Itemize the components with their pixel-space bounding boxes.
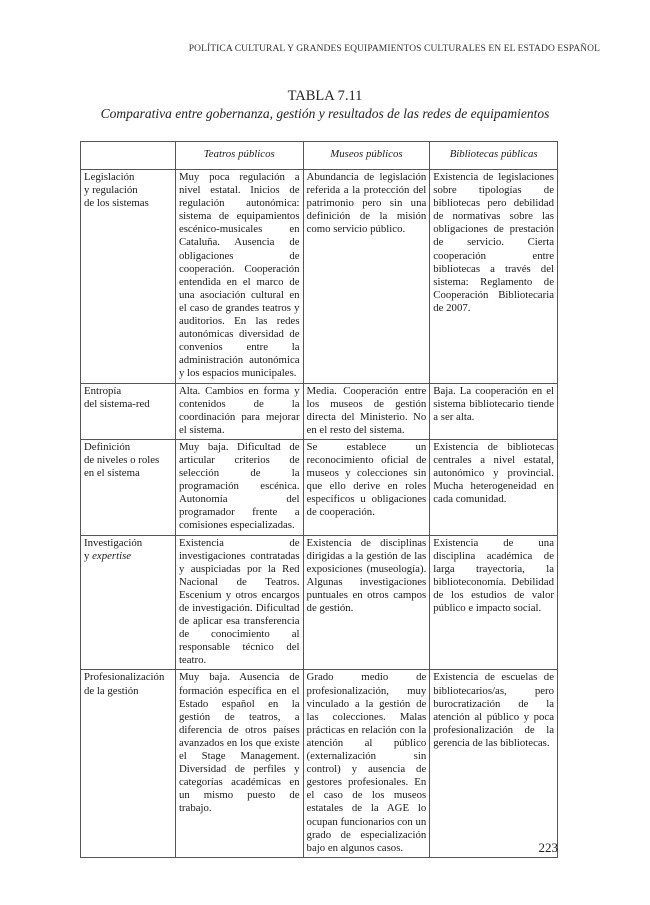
- table-row: [81, 170, 558, 384]
- row-label-line: del sistema-red: [84, 397, 150, 410]
- row-label-line: de niveles o roles: [84, 453, 160, 466]
- cell-teatros: Muy baja. Dificultad de articular criterios de selección de la programación escénica. Autonomía del programador frente a comisiones especializadas.: [175, 439, 303, 535]
- column-header-bibliotecas: Bibliotecas públicas: [430, 142, 558, 170]
- cell-teatros: Muy poca regulación a nivel estatal. Inicios de regulación autonómica: sistema de equipamientos escénico-musicales en Cataluña. Ausencia de obligaciones de cooperación. Cooperación entendida en el marco de una asociación cultural en el caso de grandes teatros y auditorios. En las redes autonómicas diversidad de convenios entre la administración autonómica y los espacios municipales.: [175, 170, 303, 384]
- table-row: [81, 439, 558, 535]
- row-label-line: de los sistemas: [84, 197, 149, 210]
- table-subtitle: Comparativa entre gobernanza, gestión y resultados de las redes de equipamientos: [100, 106, 550, 121]
- cell-bibliotecas: Existencia de una disciplina académica de larga trayectoria, la biblioteconomía. Debilidad de los estudios de valor público e impacto social.: [430, 535, 558, 670]
- cell-museos: Se establece un reconocimiento oficial de museos y colecciones sin que ello derive en roles específicos u obligaciones de cooperación.: [303, 439, 430, 535]
- cell-museos: Media. Cooperación entre los museos de gestión directa del Ministerio. No en el resto del sistema.: [303, 383, 430, 439]
- column-header-museos: Museos públicos: [303, 142, 430, 170]
- row-label: [81, 439, 176, 535]
- row-label-line: Profesionalización: [84, 671, 165, 684]
- cell-bibliotecas: Existencia de legislaciones sobre tipologías de bibliotecas pero debilidad de normativas sobre las obligaciones de prestación de servicio. Cierta cooperación entre bibliotecas a través del sistema: Reglamento de Cooperación Bibliotecaria de 2007.: [430, 170, 558, 384]
- row-label: [81, 170, 176, 384]
- row-label: [81, 383, 176, 439]
- row-label-line: y regulación: [84, 184, 138, 197]
- cell-bibliotecas: Existencia de bibliotecas centrales a nivel estatal, autonómico y provincial. Mucha heterogeneidad en cada comunidad.: [430, 439, 558, 535]
- cell-museos: Grado medio de profesionalización, muy vinculado a la gestión de las colecciones. Malas prácticas en relación con la atención al público (externalización sin control) y ausencia de gestores profesionales. En el caso de los museos estatales de la AGE lo ocupan funcionarios con un grado de especialización bajo en algunos casos.: [303, 670, 430, 857]
- cell-bibliotecas: Baja. La cooperación en el sistema bibliotecario tiende a ser alta.: [430, 383, 558, 439]
- page-number: 223: [538, 840, 558, 855]
- table-row: [81, 535, 558, 670]
- table-row: [81, 383, 558, 439]
- table-title: TABLA 7.11: [287, 88, 363, 104]
- row-label-line: de la gestión: [84, 684, 139, 697]
- row-label-line: en el sistema: [84, 467, 140, 480]
- cell-museos: Existencia de disciplinas dirigidas a la gestión de las exposiciones (museología). Algunas investigaciones puntuales en otros campos de gestión.: [303, 535, 430, 670]
- cell-bibliotecas: Existencia de escuelas de bibliotecarios/as, pero burocratización de la atención al público y poca profesionalización de la gerencia de las bibliotecas.: [430, 670, 558, 857]
- row-label: [81, 535, 176, 670]
- cell-teatros: Muy baja. Ausencia de formación específica en el Estado español en la gestión de teatros, a diferencia de otros países avanzados en los que existe el Stage Management. Diversidad de perfiles y categorías académicas en un mismo puesto de trabajo.: [175, 670, 303, 857]
- cell-museos: Abundancia de legislación referida a la protección del patrimonio pero sin una definición de la misión como servicio público.: [303, 170, 430, 384]
- comparison-table: [80, 141, 558, 858]
- row-label-line: Entropía: [84, 384, 122, 397]
- table-header-row: [81, 142, 558, 170]
- column-header-empty: [81, 142, 176, 170]
- row-label: [81, 670, 176, 857]
- row-label-line: Definición: [84, 440, 131, 453]
- column-header-teatros: Teatros públicos: [175, 142, 303, 170]
- running-head: POLÍTICA CULTURAL Y GRANDES EQUIPAMIENTOS CULTURALES EN EL ESTADO ESPAÑOL: [188, 44, 600, 54]
- cell-teatros: Existencia de investigaciones contratadas y auspiciadas por la Red Nacional de Teatros. Escenium y otros encargos de investigación. Dificultad de aplicar esa transferencia de conocimiento al responsable técnico del teatro.: [175, 535, 303, 670]
- row-label-line: Investigación: [84, 536, 143, 549]
- cell-teatros: Alta. Cambios en forma y contenidos de la coordinación para mejorar el sistema.: [175, 383, 303, 439]
- row-label-line: Legislación: [84, 171, 135, 183]
- row-label-emphasis: expertise: [92, 549, 132, 562]
- table-row: [81, 670, 558, 857]
- row-label-line: y expertise: [84, 549, 132, 562]
